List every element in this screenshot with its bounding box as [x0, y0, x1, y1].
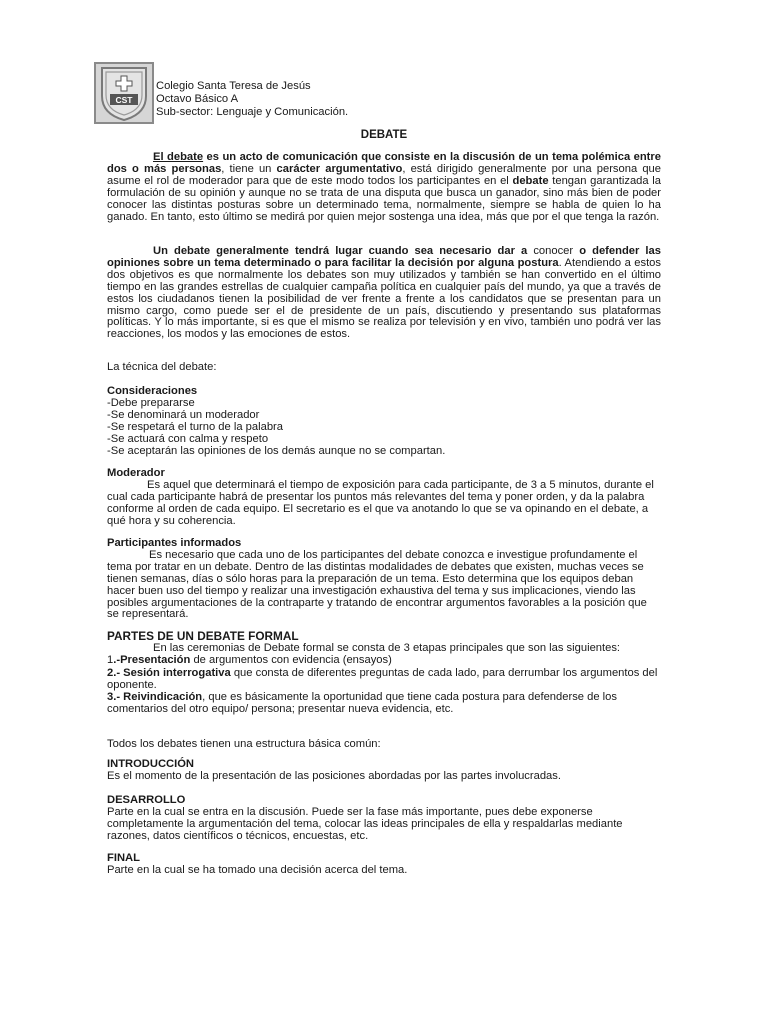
debate-term: El debate	[153, 151, 204, 163]
development-text: Parte en la cual se entra en la discusión. Puede ser la fase más importante, pues debe exponerse completamente la argumentación del tema, colocar las ideas principales de ella y respaldarlas mediante razones, datos científicos o técnicos, encuestas, etc.	[107, 805, 623, 842]
school-name: Colegio Santa Teresa de Jesús	[156, 80, 311, 92]
intro-paragraph-2	[107, 246, 661, 341]
considerations-heading: Consideraciones	[107, 385, 198, 397]
moderator-text: Es aquel que determinará el tiempo de exposición para cada participante, de 3 a 5 minutos, durante el cual cada participante habrá de presentar los puntos más relevantes del tema y poner orden, y da la palabra conforme al orden de cada equipo. El secretario es el que va anotando lo que se va opinando en el debate, a qué hora y su coherencia.	[107, 478, 654, 527]
list-item	[107, 654, 661, 666]
subsector-label: Sub-sector: Lenguaje y Comunicación.	[156, 106, 349, 118]
item-text: , que es básicamente la oportunidad que tiene cada postura para defenderse de los comentarios del otro equipo/ persona; presentar nueva evidencia, etc.	[107, 691, 617, 716]
list-item: -Debe prepararse	[107, 396, 195, 409]
final-heading: FINAL	[107, 852, 140, 864]
intro-text: , está dirigido generalmente por una persona que asume el rol de moderador para que de este modo todos los participantes en el	[107, 162, 661, 187]
considerations-section	[107, 386, 661, 457]
page-title: DEBATE	[360, 129, 408, 141]
item-label: 3.- Reivindicación	[107, 691, 203, 704]
intro-text: , tiene un	[221, 162, 277, 175]
item-label: .-Presentación	[113, 654, 191, 667]
school-crest-icon	[94, 62, 154, 124]
technique-label: La técnica del debate:	[107, 361, 217, 373]
final-section	[107, 853, 661, 877]
item-label: 2.- Sesión interrogativa	[107, 666, 231, 679]
item-number: 1	[107, 654, 114, 667]
final-text: Parte en la cual se ha tomado una decisión acerca del tema.	[107, 863, 408, 876]
logo-initials: CST	[115, 95, 133, 105]
introduction-section	[107, 759, 661, 783]
intro-text: conocer	[527, 245, 580, 257]
list-item	[107, 691, 661, 715]
introduction-heading: INTRODUCCIÓN	[107, 758, 195, 770]
formal-parts-section	[107, 630, 661, 715]
list-item: -Se actuará con calma y respeto	[107, 432, 269, 445]
intro-text: Un debate generalmente tendrá lugar cuando sea necesario dar a	[153, 245, 528, 257]
intro-paragraph-1	[107, 152, 661, 223]
list-item: -Se denominará un moderador	[107, 408, 260, 421]
item-text: que consta de diferentes preguntas de cada lado, para derrumbar los argumentos del oponente.	[107, 666, 658, 691]
introduction-text: Es el momento de la presentación de las posiciones abordadas por las partes involucradas.	[107, 769, 561, 782]
participants-heading: Participantes informados	[107, 537, 242, 549]
list-item: -Se respetará el turno de la palabra	[107, 420, 284, 433]
list-item: -Se aceptarán las opiniones de los demás aunque no se compartan.	[107, 444, 446, 457]
development-section	[107, 795, 661, 843]
formal-parts-heading: PARTES DE UN DEBATE FORMAL	[107, 629, 299, 643]
formal-parts-intro: En las ceremonias de Debate formal se consta de 3 etapas principales que son las siguientes:	[153, 642, 621, 655]
participants-text: Es necesario que cada uno de los participantes del debate conozca e investigue profundamente el tema por tratar en un debate. Dentro de las distintas modalidades de debates que existen, muchas veces se tienen semanas, días o sólo horas para la preparación de un tema. Esto determina que los equipos deban hacer buen uso del tiempo y realizar una investigación exhaustiva del tema y sus implicaciones, viendo las posibles argumentaciones de la contraparte y tratando de encontrar argumentos favorables a la posición que se representará.	[107, 548, 647, 621]
list-item	[107, 667, 661, 691]
moderator-section	[107, 468, 661, 528]
item-text: de argumentos con evidencia (ensayos)	[190, 654, 392, 667]
grade-label: Octavo Básico A	[156, 93, 239, 105]
intro-text: que consiste en la discusión de un tema polémica entre dos o más personas	[107, 151, 661, 175]
intro-text: comunicación	[282, 151, 358, 163]
participants-section	[107, 538, 661, 621]
intro-text: es un acto de	[203, 151, 283, 163]
moderator-heading: Moderador	[107, 467, 165, 479]
intro-text: tengan garantizada la formulación de su opinión y aunque no se trata de una disputa que busca un ganador, sino más bien de poder conocer las distintas posturas sobre un determinado tema, normalmente, siempre se habla de quien lo ha ganado. En tanto, esto último se medirá por quien mejor sostenga una idea, más que por el que tenga la razón.	[107, 174, 662, 223]
intro-text: o defender las opiniones sobre un tema determinado o para facilitar la decisión por alguna postura	[107, 245, 661, 269]
development-heading: DESARROLLO	[107, 794, 186, 806]
intro-text: debate	[512, 174, 549, 187]
intro-text: carácter argumentativo	[276, 162, 403, 175]
intro-text: . Atendiendo a estos dos objetivos es que normalmente los debates son muy utilizados y también se han convertido en el último tiempo en las grandes estrellas de cualquier campaña política en cualquier país del mundo, ya que a través de estos los ciudadanos tienen la posibilidad de ver frente a frente a los candidatos que se presentan para un mismo cargo, como puede ser el de presidente de un país, discutiendo y presentando sus plataformas políticas. Y lo más importante, si es que el mismo se realiza por televisión y en vivo, también uno podrá ver las reacciones, los modos y las emociones de estos.	[107, 256, 661, 341]
structure-label: Todos los debates tienen una estructura básica común:	[107, 738, 381, 750]
